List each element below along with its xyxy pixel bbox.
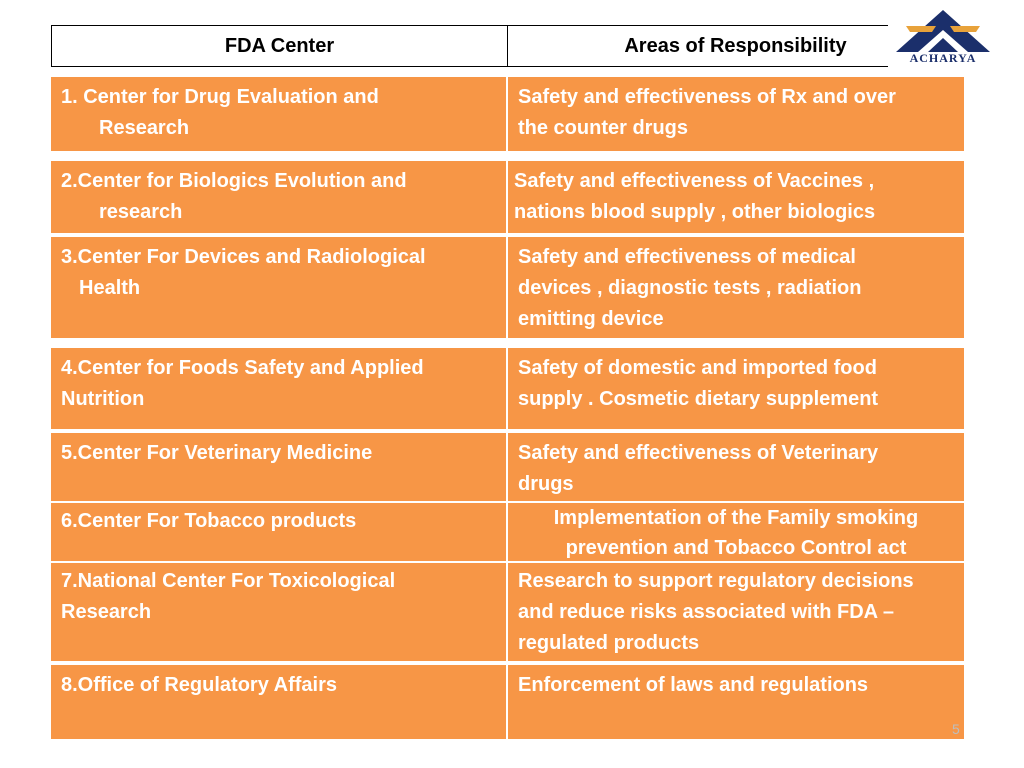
responsibility-cell: Research to support regulatory decisions and reduce risks associated with FDA – regulated products xyxy=(508,563,964,661)
table-row xyxy=(51,433,964,501)
table-row xyxy=(51,237,964,338)
fda-center-cell: 1. Center for Drug Evaluation and Research xyxy=(51,77,506,151)
table-row xyxy=(51,503,964,561)
responsibility-cell: Implementation of the Family smoking prevention and Tobacco Control act xyxy=(508,503,964,561)
page-number: 5 xyxy=(952,721,960,737)
fda-center-cell: 7.National Center For Toxicological Research xyxy=(51,563,506,661)
table-row xyxy=(51,563,964,661)
table-row xyxy=(51,665,964,739)
table-row xyxy=(51,161,964,233)
responsibility-cell: Safety and effectiveness of Rx and over the counter drugs xyxy=(508,77,964,151)
fda-center-cell: 5.Center For Veterinary Medicine xyxy=(51,433,506,501)
fda-center-cell: 2.Center for Biologics Evolution and research xyxy=(51,161,506,233)
header-areas-of-responsibility: Areas of Responsibility xyxy=(624,34,847,57)
responsibility-cell: Enforcement of laws and regulations xyxy=(508,665,964,739)
logo-emblem-icon xyxy=(888,6,998,56)
fda-center-cell: 6.Center For Tobacco products xyxy=(51,503,506,561)
fda-center-cell: 8.Office of Regulatory Affairs xyxy=(51,665,506,739)
responsibility-cell: Safety and effectiveness of Vaccines , nations blood supply , other biologics xyxy=(508,161,964,233)
fda-center-cell: 4.Center for Foods Safety and Applied Nutrition xyxy=(51,348,506,429)
table-row xyxy=(51,77,964,151)
responsibility-cell: Safety and effectiveness of Veterinary drugs xyxy=(508,433,964,501)
acharya-logo xyxy=(888,6,998,68)
table-header xyxy=(51,25,964,67)
responsibility-cell: Safety of domestic and imported food supply . Cosmetic dietary supplement xyxy=(508,348,964,429)
responsibility-cell: Safety and effectiveness of medical devices , diagnostic tests , radiation emitting device xyxy=(508,237,964,338)
fda-center-cell: 3.Center For Devices and Radiological Health xyxy=(51,237,506,338)
header-fda-center: FDA Center xyxy=(52,26,508,66)
logo-text: ACHARYA xyxy=(909,51,977,65)
table-row xyxy=(51,348,964,429)
